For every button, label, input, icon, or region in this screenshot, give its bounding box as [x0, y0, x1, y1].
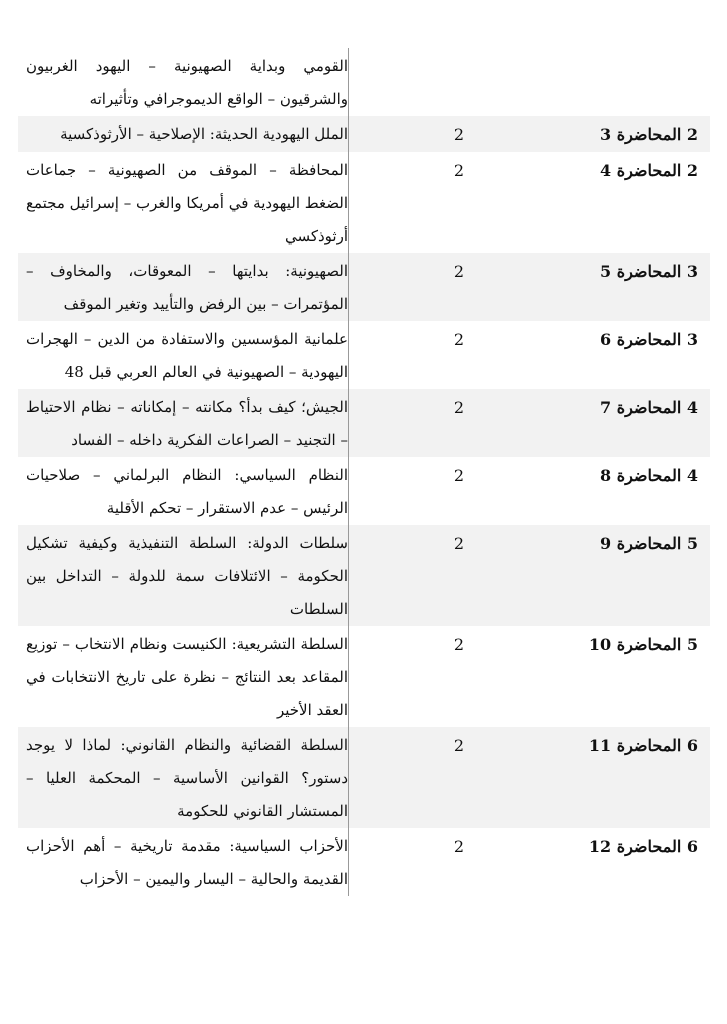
lecture-hours-cell: 2 — [348, 321, 472, 389]
lecture-week-cell — [472, 48, 710, 116]
lecture-topic-cell: القومي وبداية الصهيونية – اليهود الغربيون والشرقيون – الواقع الديموجرافي وتأثيراته — [26, 57, 348, 108]
table-row — [18, 525, 710, 626]
schedule-table — [18, 48, 710, 896]
lecture-week-cell: 3 المحاضرة 6 — [600, 330, 698, 349]
lecture-week-cell: 5 المحاضرة 10 — [588, 635, 698, 654]
lecture-hours-cell: 2 — [348, 626, 472, 727]
table-row — [18, 253, 710, 321]
lecture-week-cell: 2 المحاضرة 4 — [600, 161, 698, 180]
lecture-topic-cell: السلطة القضائية والنظام القانوني: لماذا لا يوجد دستور؟ القوانين الأساسية – المحكمة العليا – المستشار القانوني للحكومة — [26, 736, 348, 820]
lecture-hours-cell: 2 — [348, 525, 472, 626]
lecture-hours-cell: 2 — [348, 116, 472, 152]
lecture-week-cell: 2 المحاضرة 3 — [600, 125, 698, 144]
table-row — [18, 116, 710, 152]
lecture-week-cell: 5 المحاضرة 9 — [600, 534, 698, 553]
lecture-hours-cell: 2 — [348, 389, 472, 457]
lecture-hours-cell: 2 — [348, 457, 472, 525]
lecture-topic-cell: سلطات الدولة: السلطة التنفيذية وكيفية تشكيل الحكومة – الائتلافات سمة للدولة – التداخل بين السلطات — [26, 534, 348, 618]
lecture-topic-cell: الصهيونية: بدايتها – المعوقات، والمخاوف – المؤتمرات – بين الرفض والتأييد وتغير الموقف — [26, 262, 348, 313]
lecture-topic-cell: الجيش؛ كيف بدأ؟ مكانته – إمكاناته – نظام الاحتياط – التجنيد – الصراعات الفكرية داخله – الفساد — [26, 398, 348, 449]
lecture-week-cell: 6 المحاضرة 12 — [588, 837, 698, 856]
lecture-week-cell: 4 المحاضرة 7 — [600, 398, 698, 417]
lecture-topic-cell: علمانية المؤسسين والاستفادة من الدين – الهجرات اليهودية – الصهيونية في العالم العربي قبل 48 — [26, 330, 348, 381]
table-row — [18, 48, 710, 116]
lecture-hours-cell: 2 — [348, 152, 472, 253]
lecture-hours-cell: 2 — [348, 727, 472, 828]
lecture-week-cell: 3 المحاضرة 5 — [600, 262, 698, 281]
lecture-topic-cell: الأحزاب السياسية: مقدمة تاريخية – أهم الأحزاب القديمة والحالية – اليسار واليمين – الأحزاب — [26, 837, 348, 888]
table-row — [18, 727, 710, 828]
table-row — [18, 626, 710, 727]
lecture-hours-cell — [348, 48, 472, 116]
lecture-hours-cell: 2 — [348, 253, 472, 321]
lecture-topic-cell: الملل اليهودية الحديثة: الإصلاحية – الأرثوذكسية — [60, 125, 348, 143]
lecture-topic-cell: المحافظة – الموقف من الصهيونية – جماعات الضغط اليهودية في أمريكا والغرب – إسرائيل مجتمع أرثوذكسي — [26, 161, 348, 245]
lecture-week-cell: 6 المحاضرة 11 — [588, 736, 698, 755]
table-row — [18, 389, 710, 457]
table-row — [18, 457, 710, 525]
table-row — [18, 321, 710, 389]
lecture-topic-cell: النظام السياسي: النظام البرلماني – صلاحيات الرئيس – عدم الاستقرار – تحكم الأقلية — [26, 466, 348, 517]
lecture-topic-cell: السلطة التشريعية: الكنيست ونظام الانتخاب – توزيع المقاعد بعد النتائج – نظرة على تاريخ الانتخابات في العقد الأخير — [26, 635, 348, 719]
table-row — [18, 828, 710, 896]
lecture-hours-cell: 2 — [348, 828, 472, 896]
lecture-week-cell: 4 المحاضرة 8 — [600, 466, 698, 485]
table-row — [18, 152, 710, 253]
